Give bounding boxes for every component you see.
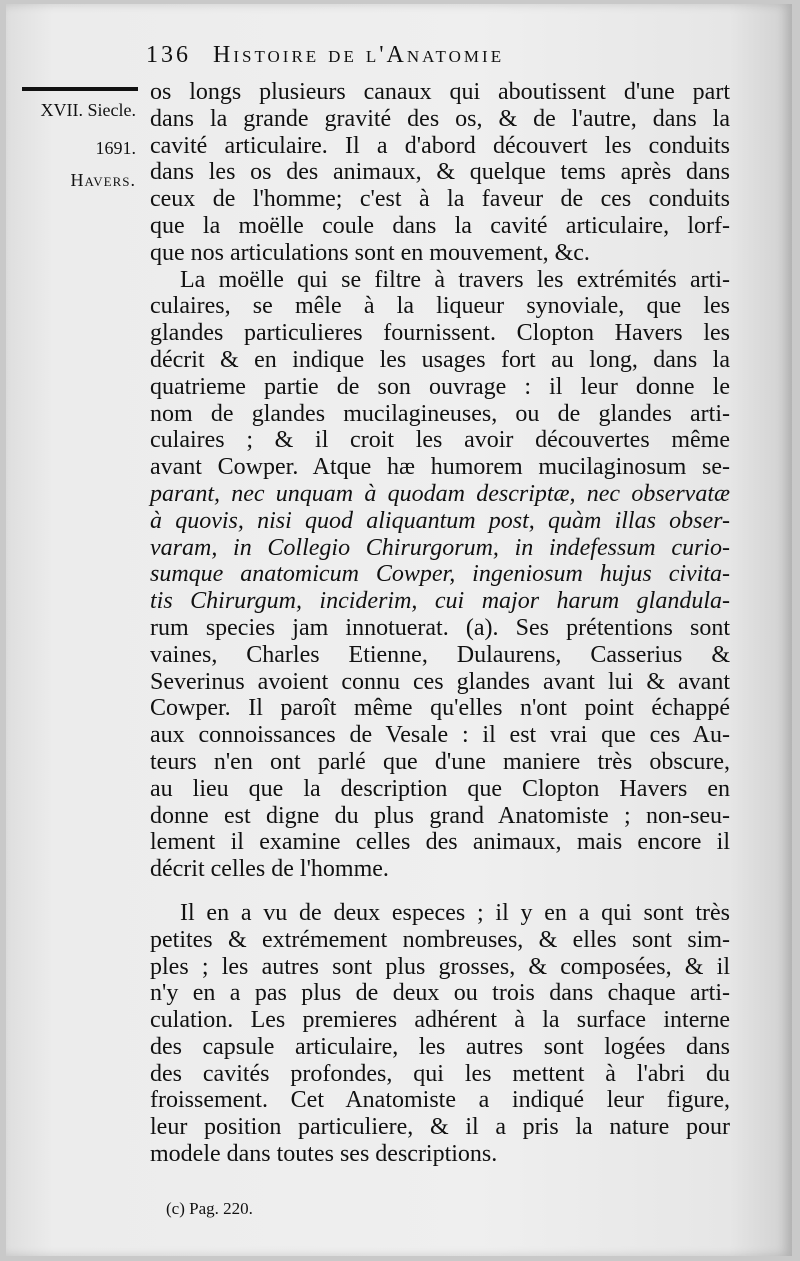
text-line: vaines, Charles Etienne, Dulaurens, Casserius & [150, 641, 730, 668]
text-line: décrit & en indique les usages fort au long, dans la [150, 346, 730, 373]
text-line: os longs plusieurs canaux qui aboutissent d'une part [150, 79, 730, 105]
page-number: 136 [146, 42, 191, 68]
text-line: ceux de l'homme; c'est à la faveur de ces conduits [150, 186, 730, 213]
text-line: La moëlle qui se filtre à travers les extrémités arti- [180, 266, 730, 293]
text-line: Cowper. Il paroît même qu'elles n'ont point échappé [150, 695, 730, 722]
text-line: quatrieme partie de son ouvrage : il leur donne le [150, 373, 730, 400]
text-line: dans les os des animaux, & quelque tems après dans [150, 159, 730, 186]
text-line: des cavités profondes, qui les mettent à l'abri du [150, 1060, 730, 1087]
text-line: culation. Les premieres adhérent à la surface interne [150, 1007, 730, 1034]
text-line: donne est digne du plus grand Anatomiste ; non-seu- [150, 802, 730, 829]
text-line: à quovis, nisi quod aliquantum post, quàm illas obser- [150, 507, 730, 534]
text-line: teurs n'en ont parlé que d'une maniere très obscure, [150, 748, 730, 775]
text-line: rum species jam innotuerat. (a). Ses prétentions sont [150, 614, 730, 641]
text-line: culaires ; & il croit les avoir découvertes même [150, 427, 730, 454]
margin-rule [22, 87, 138, 91]
text-line: Severinus avoient connu ces glandes avant lui & avant [150, 668, 730, 695]
margin-note-name: Havers. [70, 170, 136, 190]
text-line: froissement. Cet Anatomiste a indiqué leur figure, [150, 1087, 730, 1114]
text-line: petites & extrémement nombreuses, & elles sont sim- [150, 926, 730, 953]
footnote: (c) Pag. 220. [166, 1199, 253, 1218]
text-line: modele dans toutes ses descriptions. [150, 1141, 498, 1168]
text-line: que la moëlle coule dans la cavité articulaire, lorf- [150, 212, 730, 239]
text-line: Il en a vu de deux especes ; il y en a qui sont très [180, 899, 730, 926]
text-line: n'y en a pas plus de deux ou trois dans chaque arti- [150, 980, 730, 1007]
margin-note-century: XVII. Siecle. [40, 100, 136, 120]
text-line: cavité articulaire. Il a d'abord découvert les conduits [150, 132, 730, 159]
body-text [150, 79, 730, 1168]
text-line: dans la grande gravité des os, & de l'autre, dans la [150, 105, 730, 132]
text-line: lement il examine celles des animaux, mais encore il [150, 829, 730, 856]
paragraph [150, 79, 730, 267]
text-line: parant, nec unquam à quodam descriptæ, nec observatæ [150, 480, 730, 507]
text-line: culaires, se mêle à la liqueur synoviale, que les [150, 293, 730, 320]
paragraph [150, 900, 730, 1168]
running-title: Histoire de l'Anatomie [213, 42, 505, 68]
text-line: aux connoissances de Vesale : il est vrai que ces Au- [150, 722, 730, 749]
text-line: ples ; les autres sont plus grosses, & composées, & il [150, 953, 730, 980]
text-line: au lieu que la description que Clopton Havers en [150, 775, 730, 802]
text-line: avant Cowper. Atque hæ humorem mucilaginosum se- [150, 454, 730, 481]
text-line: glandes particulieres fournissent. Clopton Havers les [150, 320, 730, 347]
text-line: sumque anatomicum Cowper, ingeniosum hujus civita- [150, 561, 730, 588]
text-line: des capsule articulaire, les autres sont logées dans [150, 1033, 730, 1060]
text-line: tis Chirurgum, inciderim, cui major harum glandula- [150, 588, 730, 615]
book-page [6, 4, 792, 1256]
text-line: varam, in Collegio Chirurgorum, in indefessum curio- [150, 534, 730, 561]
text-line: décrit celles de l'homme. [150, 856, 389, 883]
margin-note-year: 1691. [95, 138, 136, 158]
text-line: nom de glandes mucilagineuses, ou de glandes arti- [150, 400, 730, 427]
text-line: leur position particuliere, & il a pris la nature pour [150, 1114, 730, 1141]
paragraph [150, 267, 730, 883]
paragraph-gap [150, 883, 730, 900]
running-head [146, 42, 666, 69]
text-line: que nos articulations sont en mouvement, &c. [150, 239, 590, 266]
